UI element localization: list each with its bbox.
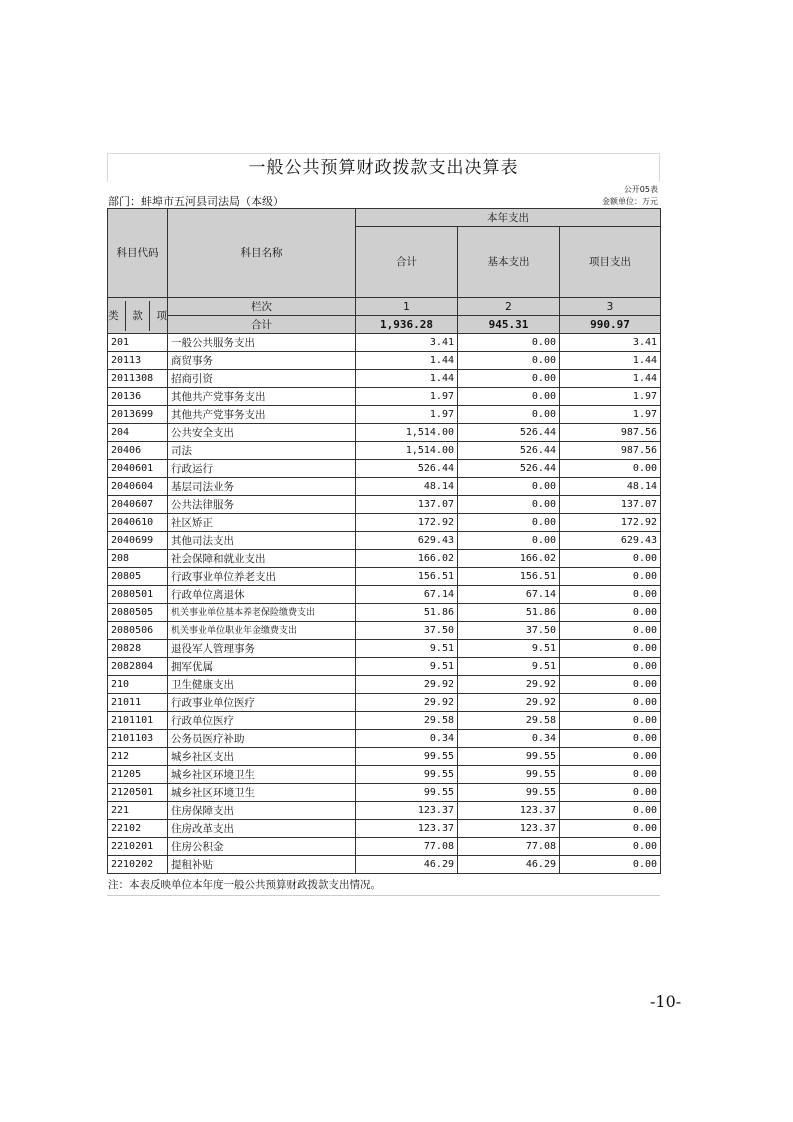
row-project: 1.44 — [560, 352, 661, 370]
row-code: 20805 — [108, 568, 168, 586]
row-project: 0.00 — [560, 748, 661, 766]
table-row — [108, 388, 661, 406]
row-name: 卫生健康支出 — [168, 676, 356, 694]
row-project: 1.97 — [560, 406, 661, 424]
row-total: 77.08 — [356, 838, 458, 856]
row-name: 退役军人管理事务 — [168, 640, 356, 658]
row-basic: 526.44 — [458, 442, 560, 460]
row-code: 2080506 — [108, 622, 168, 640]
row-project: 987.56 — [560, 442, 661, 460]
department-name: 部门：蚌埠市五河县司法局（本级） — [108, 195, 284, 208]
row-code: 2101103 — [108, 730, 168, 748]
row-code: 2040699 — [108, 532, 168, 550]
row-code: 20113 — [108, 352, 168, 370]
column-2: 2 — [458, 298, 560, 316]
row-code: 2210202 — [108, 856, 168, 874]
row-project: 0.00 — [560, 622, 661, 640]
row-project: 0.00 — [560, 802, 661, 820]
row-name: 基层司法业务 — [168, 478, 356, 496]
row-basic: 0.00 — [458, 406, 560, 424]
row-name: 行政单位离退休 — [168, 586, 356, 604]
row-basic: 123.37 — [458, 802, 560, 820]
basic-header: 基本支出 — [458, 227, 560, 298]
row-name: 住房改革支出 — [168, 820, 356, 838]
sum-total: 1,936.28 — [356, 316, 458, 334]
expenditure-table — [107, 208, 661, 874]
table-row — [108, 802, 661, 820]
row-code: 2011308 — [108, 370, 168, 388]
table-row — [108, 838, 661, 856]
row-total: 123.37 — [356, 820, 458, 838]
row-basic: 37.50 — [458, 622, 560, 640]
table-row — [108, 514, 661, 532]
table-row — [108, 856, 661, 874]
row-total: 1,514.00 — [356, 442, 458, 460]
row-basic: 156.51 — [458, 568, 560, 586]
row-total: 48.14 — [356, 478, 458, 496]
row-basic: 0.00 — [458, 496, 560, 514]
row-total: 166.02 — [356, 550, 458, 568]
table-note: 注：本表反映单位本年度一般公共预算财政拨款支出情况。 — [107, 874, 660, 896]
current-year-header: 本年支出 — [356, 209, 661, 227]
row-total: 46.29 — [356, 856, 458, 874]
row-total: 1.44 — [356, 370, 458, 388]
row-code: 201 — [108, 334, 168, 352]
row-total: 1,514.00 — [356, 424, 458, 442]
row-name: 公务员医疗补助 — [168, 730, 356, 748]
row-code: 212 — [108, 748, 168, 766]
budget-table-sheet — [107, 153, 660, 896]
row-code: 2080505 — [108, 604, 168, 622]
row-name: 其他共产党事务支出 — [168, 406, 356, 424]
row-name: 司法 — [168, 442, 356, 460]
table-row — [108, 586, 661, 604]
row-name: 其他司法支出 — [168, 532, 356, 550]
row-total: 37.50 — [356, 622, 458, 640]
row-basic: 99.55 — [458, 766, 560, 784]
row-basic: 29.58 — [458, 712, 560, 730]
row-project: 0.00 — [560, 676, 661, 694]
row-code: 20406 — [108, 442, 168, 460]
row-total: 156.51 — [356, 568, 458, 586]
table-row — [108, 532, 661, 550]
row-total: 51.86 — [356, 604, 458, 622]
row-basic: 0.00 — [458, 532, 560, 550]
row-basic: 9.51 — [458, 658, 560, 676]
row-name: 机关事业单位职业年金缴费支出 — [168, 622, 356, 640]
row-project: 1.44 — [560, 370, 661, 388]
sum-row — [108, 316, 661, 334]
document-title: 一般公共预算财政拨款支出决算表 — [107, 153, 660, 182]
row-total: 29.58 — [356, 712, 458, 730]
row-total: 99.55 — [356, 748, 458, 766]
row-code: 210 — [108, 676, 168, 694]
table-row — [108, 478, 661, 496]
row-code: 2210201 — [108, 838, 168, 856]
total-header: 合计 — [356, 227, 458, 298]
row-total: 99.55 — [356, 766, 458, 784]
row-project: 172.92 — [560, 514, 661, 532]
row-name: 提租补贴 — [168, 856, 356, 874]
row-name: 城乡社区支出 — [168, 748, 356, 766]
row-project: 0.00 — [560, 856, 661, 874]
table-row — [108, 406, 661, 424]
row-basic: 0.00 — [458, 370, 560, 388]
sum-label: 合计 — [168, 316, 356, 334]
table-row — [108, 694, 661, 712]
row-total: 99.55 — [356, 784, 458, 802]
row-name: 行政单位医疗 — [168, 712, 356, 730]
row-basic: 77.08 — [458, 838, 560, 856]
table-row — [108, 370, 661, 388]
table-row — [108, 766, 661, 784]
row-project: 3.41 — [560, 334, 661, 352]
row-basic: 99.55 — [458, 748, 560, 766]
row-basic: 0.00 — [458, 352, 560, 370]
class-label: 类 — [108, 309, 119, 322]
row-total: 29.92 — [356, 694, 458, 712]
row-total: 526.44 — [356, 460, 458, 478]
row-code: 21011 — [108, 694, 168, 712]
row-basic: 29.92 — [458, 676, 560, 694]
row-project: 0.00 — [560, 820, 661, 838]
row-name: 公共安全支出 — [168, 424, 356, 442]
row-total: 137.07 — [356, 496, 458, 514]
row-code: 2082804 — [108, 658, 168, 676]
row-total: 0.34 — [356, 730, 458, 748]
row-project: 48.14 — [560, 478, 661, 496]
column-number-row — [108, 298, 661, 316]
row-project: 0.00 — [560, 586, 661, 604]
row-code: 20136 — [108, 388, 168, 406]
row-name: 住房公积金 — [168, 838, 356, 856]
row-project: 0.00 — [560, 730, 661, 748]
row-code: 2040604 — [108, 478, 168, 496]
row-project: 987.56 — [560, 424, 661, 442]
row-project: 1.97 — [560, 388, 661, 406]
row-total: 1.97 — [356, 406, 458, 424]
row-name: 招商引资 — [168, 370, 356, 388]
table-row — [108, 460, 661, 478]
row-project: 0.00 — [560, 712, 661, 730]
row-total: 3.41 — [356, 334, 458, 352]
row-name: 行政事业单位医疗 — [168, 694, 356, 712]
row-basic: 526.44 — [458, 424, 560, 442]
header-row-1 — [108, 209, 661, 227]
subject-code-header: 科目代码 — [108, 209, 168, 298]
row-name: 城乡社区环境卫生 — [168, 766, 356, 784]
row-project: 629.43 — [560, 532, 661, 550]
table-row — [108, 640, 661, 658]
row-total: 29.92 — [356, 676, 458, 694]
table-row — [108, 334, 661, 352]
class-item-sub-header — [108, 298, 168, 334]
row-total: 1.44 — [356, 352, 458, 370]
row-code: 2040607 — [108, 496, 168, 514]
project-header: 项目支出 — [560, 227, 661, 298]
row-code: 2040610 — [108, 514, 168, 532]
row-name: 社会保障和就业支出 — [168, 550, 356, 568]
row-basic: 123.37 — [458, 820, 560, 838]
table-row — [108, 424, 661, 442]
row-code: 221 — [108, 802, 168, 820]
table-row — [108, 658, 661, 676]
row-total: 9.51 — [356, 640, 458, 658]
row-code: 2040601 — [108, 460, 168, 478]
item-label: 款 — [132, 309, 143, 322]
row-name: 一般公共服务支出 — [168, 334, 356, 352]
subject-name-header: 科目名称 — [168, 209, 356, 298]
row-project: 0.00 — [560, 568, 661, 586]
row-basic: 166.02 — [458, 550, 560, 568]
sum-project: 990.97 — [560, 316, 661, 334]
row-name: 社区矫正 — [168, 514, 356, 532]
row-name: 行政运行 — [168, 460, 356, 478]
row-name: 商贸事务 — [168, 352, 356, 370]
row-code: 2080501 — [108, 586, 168, 604]
row-basic: 99.55 — [458, 784, 560, 802]
table-row — [108, 820, 661, 838]
row-code: 21205 — [108, 766, 168, 784]
sub-label: 项 — [156, 309, 167, 322]
row-code: 22102 — [108, 820, 168, 838]
row-code: 208 — [108, 550, 168, 568]
page-number: -10- — [650, 992, 682, 1011]
column-3: 3 — [560, 298, 661, 316]
row-name: 其他共产党事务支出 — [168, 388, 356, 406]
row-name: 城乡社区环境卫生 — [168, 784, 356, 802]
table-row — [108, 550, 661, 568]
table-row — [108, 676, 661, 694]
row-project: 0.00 — [560, 640, 661, 658]
row-basic: 0.00 — [458, 334, 560, 352]
row-name: 机关事业单位基本养老保险缴费支出 — [168, 604, 356, 622]
row-basic: 51.86 — [458, 604, 560, 622]
table-row — [108, 730, 661, 748]
row-project: 0.00 — [560, 784, 661, 802]
row-total: 1.97 — [356, 388, 458, 406]
row-project: 0.00 — [560, 604, 661, 622]
table-row — [108, 622, 661, 640]
row-total: 9.51 — [356, 658, 458, 676]
table-row — [108, 496, 661, 514]
column-1: 1 — [356, 298, 458, 316]
row-project: 0.00 — [560, 658, 661, 676]
row-project: 0.00 — [560, 460, 661, 478]
row-name: 拥军优属 — [168, 658, 356, 676]
row-code: 2013699 — [108, 406, 168, 424]
row-total: 123.37 — [356, 802, 458, 820]
table-row — [108, 748, 661, 766]
row-project: 0.00 — [560, 838, 661, 856]
row-basic: 0.00 — [458, 478, 560, 496]
row-basic: 9.51 — [458, 640, 560, 658]
table-row — [108, 712, 661, 730]
row-basic: 46.29 — [458, 856, 560, 874]
row-basic: 67.14 — [458, 586, 560, 604]
row-basic: 0.34 — [458, 730, 560, 748]
row-total: 172.92 — [356, 514, 458, 532]
table-row — [108, 784, 661, 802]
row-code: 204 — [108, 424, 168, 442]
table-row — [108, 442, 661, 460]
row-project: 137.07 — [560, 496, 661, 514]
table-row — [108, 352, 661, 370]
table-meta — [107, 182, 660, 208]
form-number: 公开05表 — [623, 185, 658, 194]
row-total: 67.14 — [356, 586, 458, 604]
row-project: 0.00 — [560, 550, 661, 568]
row-total: 629.43 — [356, 532, 458, 550]
row-project: 0.00 — [560, 694, 661, 712]
row-basic: 0.00 — [458, 514, 560, 532]
row-code: 2101101 — [108, 712, 168, 730]
row-name: 行政事业单位养老支出 — [168, 568, 356, 586]
table-row — [108, 568, 661, 586]
row-project: 0.00 — [560, 766, 661, 784]
row-name: 住房保障支出 — [168, 802, 356, 820]
row-code: 20828 — [108, 640, 168, 658]
row-code: 2120501 — [108, 784, 168, 802]
row-basic: 0.00 — [458, 388, 560, 406]
row-basic: 526.44 — [458, 460, 560, 478]
amount-unit: 金额单位：万元 — [602, 197, 658, 206]
row-basic: 29.92 — [458, 694, 560, 712]
table-row — [108, 604, 661, 622]
sum-basic: 945.31 — [458, 316, 560, 334]
column-label: 栏次 — [168, 298, 356, 316]
row-name: 公共法律服务 — [168, 496, 356, 514]
